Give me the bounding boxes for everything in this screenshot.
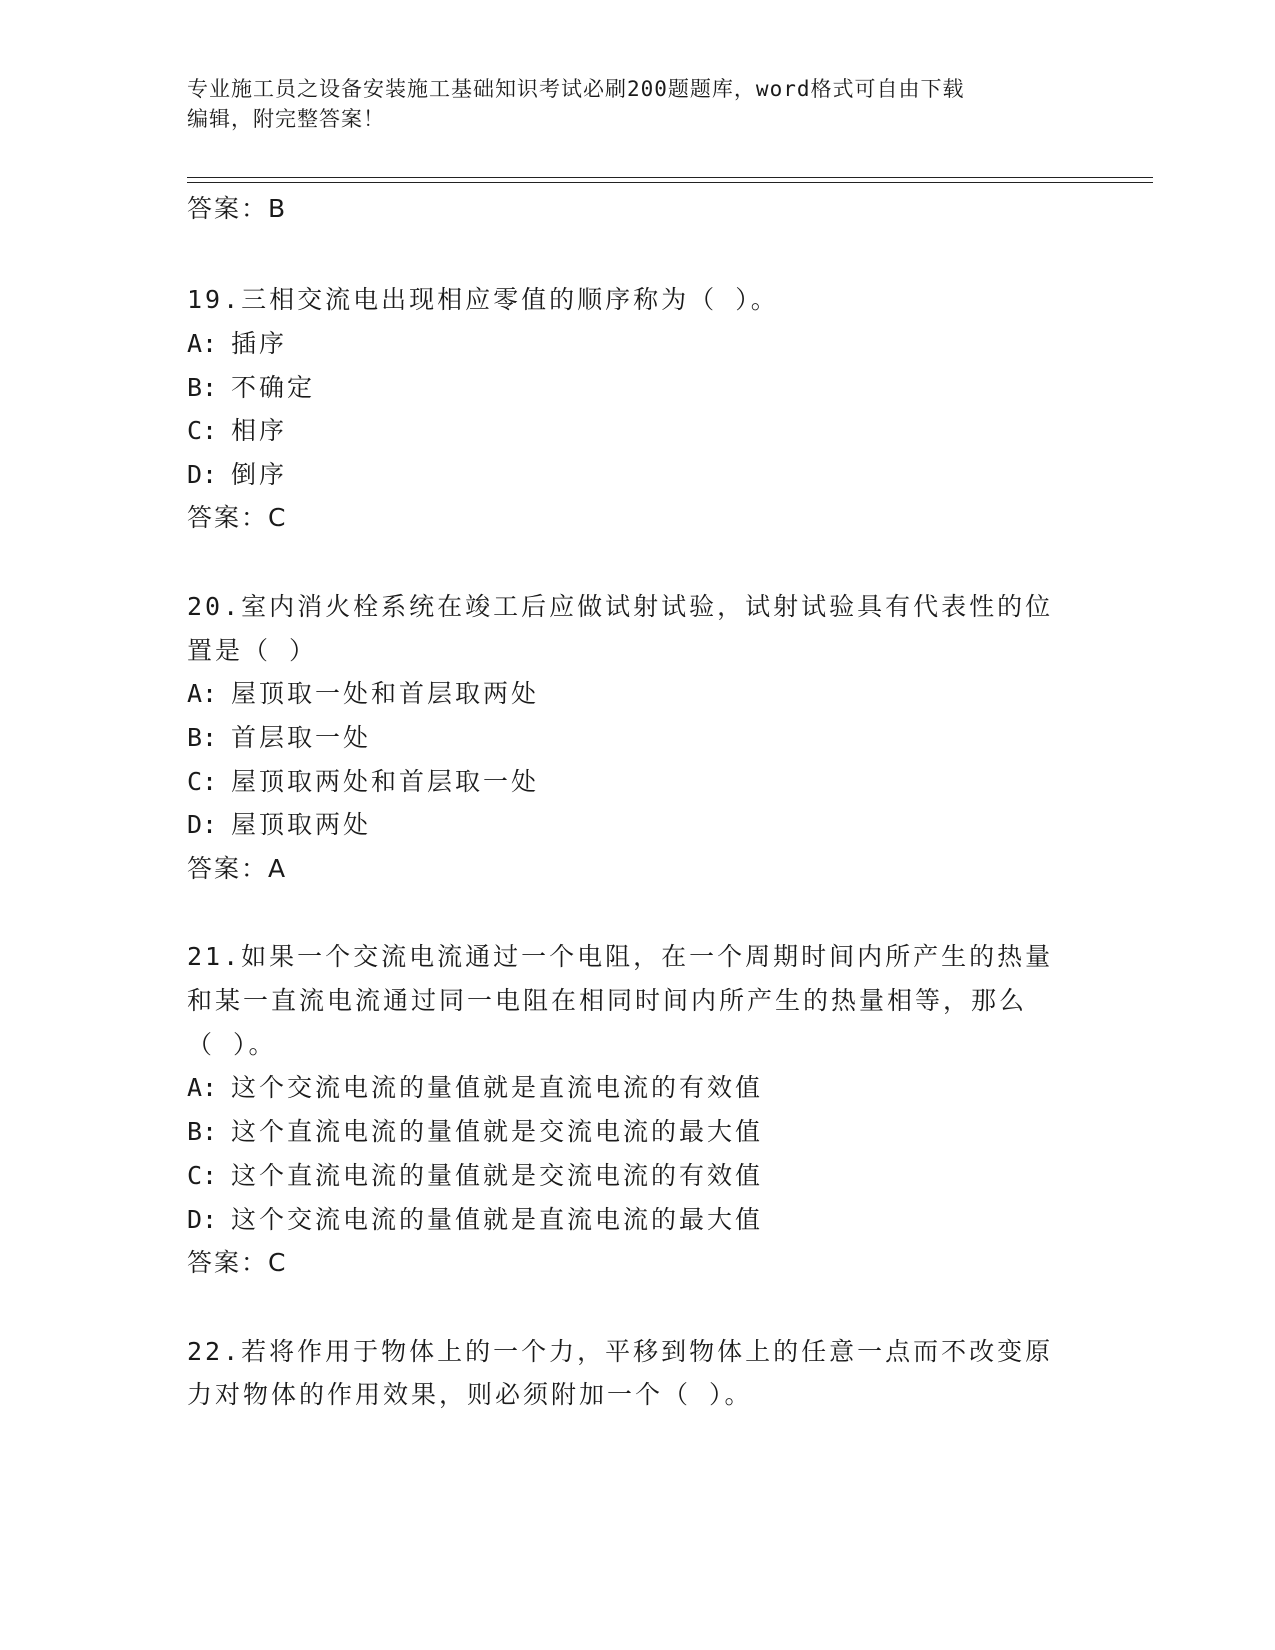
question-20-answer: 答案：A <box>187 854 288 883</box>
question-20-text-line-2: 置是（ ） <box>187 636 318 665</box>
question-21-text-line-2: 和某一直流电流通过同一电阻在相同时间内所产生的热量相等，那么 <box>187 986 1028 1015</box>
question-20-option-d <box>187 810 371 840</box>
option-key: B: <box>187 1117 218 1146</box>
question-21-text-line-3: （ ）。 <box>187 1030 277 1059</box>
option-text: 相序 <box>231 416 288 445</box>
option-text: 屋顶取两处 <box>231 810 372 839</box>
option-text: 倒序 <box>231 460 288 489</box>
option-key: C: <box>187 416 218 445</box>
question-22-text-line-2: 力对物体的作用效果，则必须附加一个（ ）。 <box>187 1380 753 1409</box>
question-21-option-a <box>187 1073 763 1103</box>
question-19-option-a <box>187 329 287 359</box>
question-21-answer: 答案：C <box>187 1248 288 1277</box>
header-divider-top <box>187 177 1153 178</box>
question-20-option-c <box>187 767 539 797</box>
question-19-option-b <box>187 373 315 403</box>
question-19-option-d <box>187 460 287 490</box>
header-line-1: 专业施工员之设备安装施工基础知识考试必刷200题题库，word格式可自由下载 <box>187 77 965 101</box>
option-key: D: <box>187 1205 218 1234</box>
option-text: 插序 <box>231 329 288 358</box>
question-21-option-d <box>187 1205 763 1235</box>
page-header <box>187 74 1067 134</box>
question-21-text-line-1: 21.如果一个交流电流通过一个电阻，在一个周期时间内所产生的热量 <box>187 942 1054 971</box>
option-text: 这个直流电流的量值就是交流电流的有效值 <box>231 1161 764 1190</box>
question-21-option-c <box>187 1161 763 1191</box>
option-text: 屋顶取两处和首层取一处 <box>231 767 540 796</box>
option-text: 不确定 <box>231 373 316 402</box>
question-20-text-line-1: 20.室内消火栓系统在竣工后应做试射试验，试射试验具有代表性的位 <box>187 592 1054 621</box>
option-text: 这个直流电流的量值就是交流电流的最大值 <box>231 1117 764 1146</box>
option-key: A: <box>187 1073 218 1102</box>
option-key: A: <box>187 679 218 708</box>
header-line-2: 编辑，附完整答案！ <box>187 107 385 131</box>
option-text: 这个交流电流的量值就是直流电流的有效值 <box>231 1073 764 1102</box>
question-22-text-line-1: 22.若将作用于物体上的一个力，平移到物体上的任意一点而不改变原 <box>187 1337 1054 1366</box>
option-key: D: <box>187 810 218 839</box>
option-text: 屋顶取一处和首层取两处 <box>231 679 540 708</box>
option-key: B: <box>187 373 218 402</box>
option-key: B: <box>187 723 218 752</box>
question-20-option-b <box>187 723 371 753</box>
question-21-option-b <box>187 1117 763 1147</box>
question-19-answer: 答案：C <box>187 503 288 532</box>
question-19-option-c <box>187 416 287 446</box>
option-key: D: <box>187 460 218 489</box>
option-text: 首层取一处 <box>231 723 372 752</box>
answer-previous: 答案：B <box>187 194 288 223</box>
question-19-text: 19.三相交流电出现相应零值的顺序称为（ ）。 <box>187 285 779 314</box>
header-divider-bottom <box>187 182 1153 183</box>
question-20-option-a <box>187 679 539 709</box>
option-text: 这个交流电流的量值就是直流电流的最大值 <box>231 1205 764 1234</box>
option-key: C: <box>187 1161 218 1190</box>
option-key: A: <box>187 329 218 358</box>
option-key: C: <box>187 767 218 796</box>
